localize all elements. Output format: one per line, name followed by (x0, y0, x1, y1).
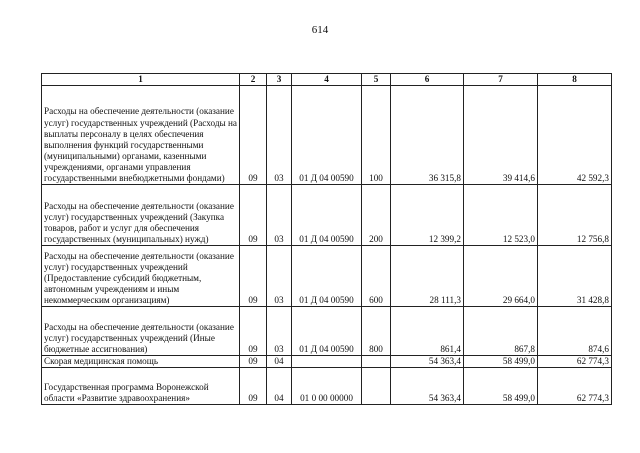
row-amount-3: 31 428,8 (538, 246, 612, 307)
row-section: 09 (240, 368, 267, 405)
row-amount-2: 12 523,0 (464, 185, 538, 246)
row-amount-1: 861,4 (391, 307, 464, 356)
row-amount-2: 58 499,0 (464, 368, 538, 405)
table-row (42, 307, 612, 356)
row-expense-type: 200 (362, 185, 391, 246)
row-target-code: 01 Д 04 00590 (292, 246, 362, 307)
row-amount-3: 874,6 (538, 307, 612, 356)
row-name: Государственная программа Воронежской области «Развитие здравоохранения» (42, 368, 240, 405)
table-row (42, 246, 612, 307)
column-header: 3 (267, 74, 292, 86)
row-section: 09 (240, 246, 267, 307)
row-amount-2: 39 414,6 (464, 86, 538, 185)
budget-table (41, 73, 612, 405)
column-header: 4 (292, 74, 362, 86)
row-expense-type: 600 (362, 246, 391, 307)
row-section: 09 (240, 307, 267, 356)
row-target-code: 01 Д 04 00590 (292, 307, 362, 356)
row-amount-2: 58 499,0 (464, 356, 538, 368)
table-header-row (42, 74, 612, 86)
row-expense-type: 800 (362, 307, 391, 356)
row-target-code: 01 Д 04 00590 (292, 86, 362, 185)
row-section: 09 (240, 185, 267, 246)
row-target-code: 01 Д 04 00590 (292, 185, 362, 246)
row-subsection: 03 (267, 307, 292, 356)
row-name: Расходы на обеспечение деятельности (оказание услуг) государственных учреждений (Предоставление субсидий бюджетным, автономным учреждениям и иным некоммерческим организациям) (42, 246, 240, 307)
column-header: 7 (464, 74, 538, 86)
row-amount-2: 867,8 (464, 307, 538, 356)
row-amount-3: 62 774,3 (538, 356, 612, 368)
row-name: Скорая медицинская помощь (42, 356, 240, 368)
row-name: Расходы на обеспечение деятельности (оказание услуг) государственных учреждений (Закупка товаров, работ и услуг для обеспечения государственных (муниципальных) нужд) (42, 185, 240, 246)
row-amount-2: 29 664,0 (464, 246, 538, 307)
table-row (42, 185, 612, 246)
row-amount-1: 54 363,4 (391, 356, 464, 368)
row-amount-1: 36 315,8 (391, 86, 464, 185)
row-name: Расходы на обеспечение деятельности (оказание услуг) государственных учреждений (Иные бюджетные ассигнования) (42, 307, 240, 356)
row-section: 09 (240, 356, 267, 368)
row-subsection: 03 (267, 86, 292, 185)
row-section: 09 (240, 86, 267, 185)
row-subsection: 03 (267, 246, 292, 307)
column-header: 5 (362, 74, 391, 86)
row-amount-3: 12 756,8 (538, 185, 612, 246)
table-row (42, 368, 612, 405)
row-name: Расходы на обеспечение деятельности (оказание услуг) государственных учреждений (Расходы на выплаты персоналу в целях обеспечения выполнения функций государственными (муниципальными) органами, казенными учреждениями, органами управления государственными внебюджетными фондами) (42, 86, 240, 185)
column-header: 8 (538, 74, 612, 86)
row-amount-1: 28 111,3 (391, 246, 464, 307)
row-subsection: 04 (267, 356, 292, 368)
row-amount-3: 42 592,3 (538, 86, 612, 185)
row-subsection: 04 (267, 368, 292, 405)
column-header: 2 (240, 74, 267, 86)
row-expense-type (362, 368, 391, 405)
row-amount-1: 54 363,4 (391, 368, 464, 405)
column-header: 6 (391, 74, 464, 86)
row-target-code (292, 356, 362, 368)
table-row (42, 86, 612, 185)
table-row (42, 356, 612, 368)
row-amount-1: 12 399,2 (391, 185, 464, 246)
row-amount-3: 62 774,3 (538, 368, 612, 405)
row-target-code: 01 0 00 00000 (292, 368, 362, 405)
page-number: 614 (311, 24, 329, 36)
row-expense-type: 100 (362, 86, 391, 185)
row-expense-type (362, 356, 391, 368)
row-subsection: 03 (267, 185, 292, 246)
column-header: 1 (42, 74, 240, 86)
